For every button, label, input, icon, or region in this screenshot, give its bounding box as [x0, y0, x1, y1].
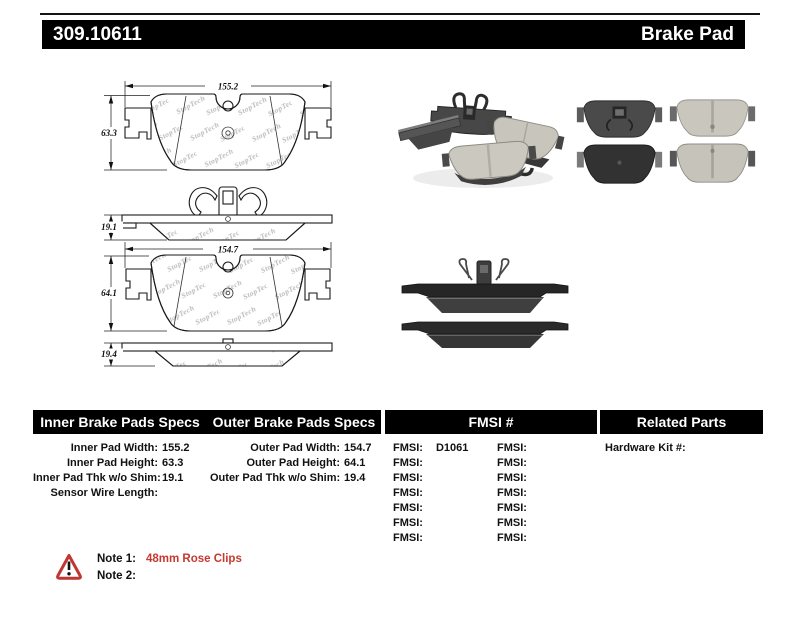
fmsi-header: FMSI # — [468, 414, 514, 430]
fmsi-label: FMSI: — [393, 457, 423, 469]
table-row — [210, 471, 372, 486]
inner-pad-front-view — [125, 94, 331, 170]
note2-label: Note 2: — [97, 570, 136, 582]
table-row — [497, 471, 540, 486]
fmsi-label: FMSI: — [393, 502, 423, 514]
spec-value: 19.4 — [344, 472, 366, 484]
table-row — [393, 531, 468, 546]
spec-value: 154.7 — [344, 442, 372, 454]
fmsi-label: FMSI: — [393, 487, 423, 499]
table-row — [33, 456, 190, 471]
fmsi-label: FMSI: — [497, 517, 527, 529]
fmsi-label: FMSI: — [393, 532, 423, 544]
photo-flat-pad-face-top — [670, 100, 755, 136]
svg-text:64.1: 64.1 — [101, 288, 117, 298]
svg-text:19.4: 19.4 — [101, 349, 117, 359]
spec-label: Outer Pad Height: — [246, 457, 340, 469]
technical-drawing — [95, 78, 385, 378]
photo-side-clip — [459, 259, 508, 285]
spec-label: Inner Pad Thk w/o Shim: — [33, 472, 161, 484]
svg-text:155.2: 155.2 — [217, 81, 239, 92]
photo-flat-pad-back-bottom — [577, 145, 662, 183]
spec-label: Outer Pad Width: — [250, 442, 340, 454]
table-row — [393, 486, 468, 501]
fmsi-label: FMSI: — [497, 457, 527, 469]
spec-label: Outer Pad Thk w/o Shim: — [210, 472, 341, 484]
spec-label: Sensor Wire Length: — [50, 487, 158, 499]
specs-header-bar — [33, 410, 381, 434]
spec-value: 63.3 — [162, 457, 184, 469]
top-rule-line — [40, 13, 760, 15]
related-parts-header-bar — [600, 410, 763, 434]
table-row — [497, 441, 540, 456]
table-row — [210, 456, 372, 471]
fmsi-header-bar — [385, 410, 597, 434]
note1-label: Note 1: — [97, 553, 136, 565]
fmsi-label: FMSI: — [497, 532, 527, 544]
notes-block — [97, 551, 242, 585]
fmsi-label: FMSI: — [497, 487, 527, 499]
fmsi-label: FMSI: — [393, 472, 423, 484]
table-row — [497, 456, 540, 471]
outer-specs-table — [210, 441, 372, 486]
table-row — [393, 516, 468, 531]
spec-value: 19.1 — [162, 472, 184, 484]
product-photo-flat — [576, 98, 756, 188]
fmsi-label: FMSI: — [497, 502, 527, 514]
photo-flat-pad-back-top — [577, 101, 662, 137]
note-row-2 — [97, 568, 242, 585]
title-bar — [42, 20, 745, 49]
photo-side-pad-bottom — [402, 322, 568, 348]
spec-value: 155.2 — [162, 442, 190, 454]
photo-side-pad-top — [402, 284, 568, 313]
table-row — [393, 501, 468, 516]
fmsi-label: FMSI: — [497, 442, 527, 454]
photo-flat-pad-face-bottom — [670, 144, 755, 182]
fmsi-label: FMSI: — [393, 442, 423, 454]
fmsi-label: FMSI: — [393, 517, 423, 529]
inner-specs-table — [33, 441, 190, 501]
fmsi-label: FMSI: — [497, 472, 527, 484]
table-row — [393, 456, 468, 471]
note1-value: 48mm Rose Clips — [145, 553, 242, 565]
related-label: Hardware Kit #: — [605, 442, 686, 454]
table-row — [33, 486, 190, 501]
product-photo-side-views — [396, 256, 576, 356]
svg-text:63.3: 63.3 — [101, 128, 117, 138]
svg-text:19.1: 19.1 — [101, 222, 117, 232]
table-row — [393, 471, 468, 486]
table-row — [33, 441, 190, 456]
spec-label: Inner Pad Width: — [70, 442, 158, 454]
table-row — [605, 441, 690, 456]
warning-icon — [56, 553, 82, 580]
table-row — [497, 486, 540, 501]
table-row — [497, 531, 540, 546]
related-parts-table — [605, 441, 690, 456]
fmsi-column-1 — [393, 441, 468, 546]
related-parts-header: Related Parts — [636, 414, 727, 430]
spec-label: Inner Pad Height: — [66, 457, 158, 469]
part-number: 309.10611 — [53, 23, 142, 45]
product-photo-perspective — [398, 90, 573, 195]
svg-text:154.7: 154.7 — [217, 244, 239, 255]
table-row — [497, 501, 540, 516]
fmsi-column-2 — [497, 441, 540, 546]
outer-pad-front-view — [126, 255, 330, 331]
outer-specs-header: Outer Brake Pads Specs — [212, 414, 376, 430]
table-row — [210, 441, 372, 456]
spec-value: 64.1 — [344, 457, 366, 469]
page-title: Brake Pad — [641, 23, 734, 45]
table-row — [393, 441, 468, 456]
fmsi-value: D1061 — [435, 442, 469, 454]
outer-pad-side-view — [122, 339, 332, 366]
inner-pad-side-view — [122, 215, 332, 240]
table-row — [33, 471, 190, 486]
inner-specs-header: Inner Brake Pads Specs — [40, 414, 200, 430]
note-row-1 — [97, 551, 242, 568]
table-row — [497, 516, 540, 531]
